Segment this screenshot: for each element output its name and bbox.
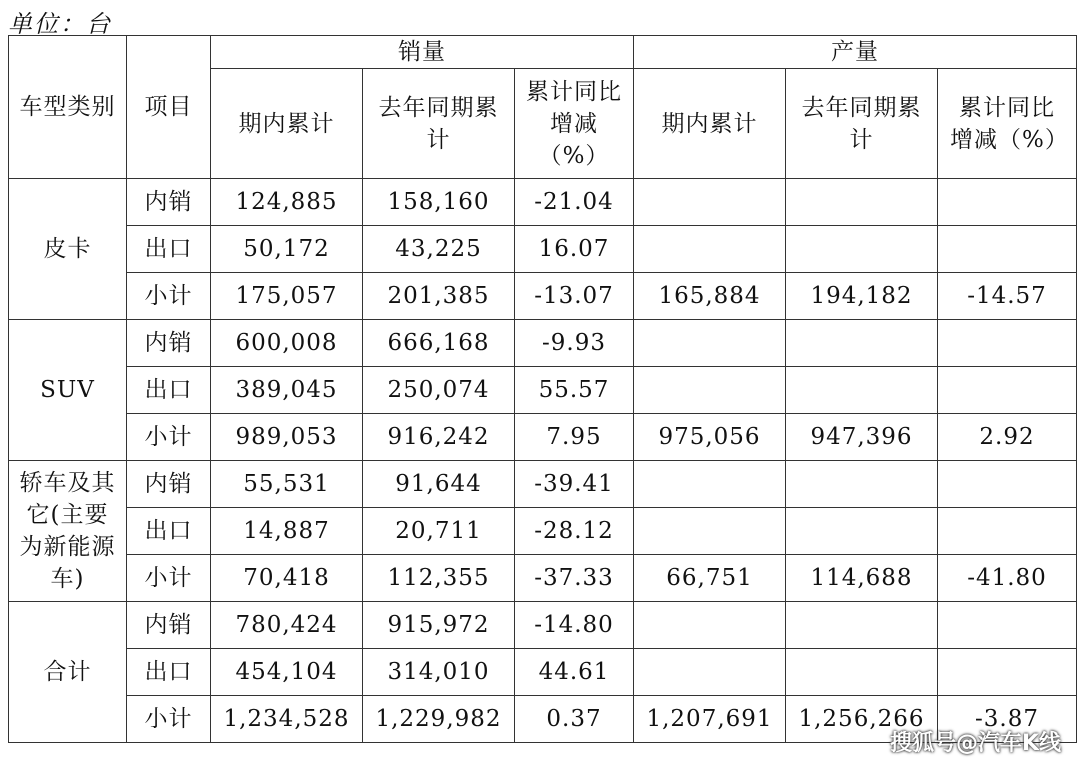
sales-period-cum-cell: 14,887 (211, 508, 363, 555)
table-row (9, 602, 1077, 649)
sales-last-year-cum-cell: 250,074 (363, 367, 515, 414)
item-cell: 小计 (127, 414, 211, 461)
sales-yoy-cell: 7.95 (515, 414, 634, 461)
production-yoy-cell (938, 320, 1077, 367)
sales-period-cum-cell: 70,418 (211, 555, 363, 602)
production-period-cum-cell (634, 461, 786, 508)
item-cell: 内销 (127, 602, 211, 649)
production-yoy-cell: -14.57 (938, 273, 1077, 320)
production-period-cum-cell: 1,207,691 (634, 696, 786, 743)
sales-period-cum-cell: 50,172 (211, 226, 363, 273)
sales-last-year-cum-cell: 915,972 (363, 602, 515, 649)
production-yoy-cell (938, 367, 1077, 414)
item-cell: 出口 (127, 508, 211, 555)
header-production-last-year-cum: 去年同期累计 (786, 69, 938, 179)
sales-last-year-cum-cell: 158,160 (363, 179, 515, 226)
sales-period-cum-cell: 989,053 (211, 414, 363, 461)
sales-yoy-cell: -14.80 (515, 602, 634, 649)
production-last-year-cum-cell (786, 179, 938, 226)
sales-last-year-cum-cell: 1,229,982 (363, 696, 515, 743)
production-last-year-cum-cell (786, 320, 938, 367)
sales-last-year-cum-cell: 916,242 (363, 414, 515, 461)
production-last-year-cum-cell (786, 602, 938, 649)
sales-yoy-cell: -13.07 (515, 273, 634, 320)
sales-last-year-cum-cell: 314,010 (363, 649, 515, 696)
sales-last-year-cum-cell: 666,168 (363, 320, 515, 367)
sales-last-year-cum-cell: 91,644 (363, 461, 515, 508)
production-last-year-cum-cell: 1,256,266 (786, 696, 938, 743)
item-cell: 内销 (127, 320, 211, 367)
production-yoy-cell (938, 508, 1077, 555)
production-yoy-cell: -41.80 (938, 555, 1077, 602)
item-cell: 内销 (127, 461, 211, 508)
production-period-cum-cell (634, 320, 786, 367)
production-yoy-cell (938, 461, 1077, 508)
production-period-cum-cell (634, 649, 786, 696)
production-yoy-cell (938, 179, 1077, 226)
header-production-yoy: 累计同比增减（%） (938, 69, 1077, 179)
sales-last-year-cum-cell: 20,711 (363, 508, 515, 555)
production-last-year-cum-cell (786, 508, 938, 555)
sales-yoy-cell: -9.93 (515, 320, 634, 367)
table-row (9, 273, 1077, 320)
production-period-cum-cell: 165,884 (634, 273, 786, 320)
table-row (9, 461, 1077, 508)
production-period-cum-cell (634, 602, 786, 649)
header-sales-yoy: 累计同比增减（%） (515, 69, 634, 179)
header-sales: 销量 (211, 36, 634, 69)
item-cell: 内销 (127, 179, 211, 226)
sales-yoy-cell: -39.41 (515, 461, 634, 508)
production-period-cum-cell (634, 367, 786, 414)
sales-last-year-cum-cell: 43,225 (363, 226, 515, 273)
unit-label: 单位：台 (8, 10, 112, 38)
table-row (9, 649, 1077, 696)
sales-period-cum-cell: 1,234,528 (211, 696, 363, 743)
production-last-year-cum-cell (786, 226, 938, 273)
item-cell: 小计 (127, 696, 211, 743)
sales-yoy-cell: 44.61 (515, 649, 634, 696)
production-last-year-cum-cell: 947,396 (786, 414, 938, 461)
sales-period-cum-cell: 124,885 (211, 179, 363, 226)
sales-period-cum-cell: 175,057 (211, 273, 363, 320)
sales-yoy-cell: 55.57 (515, 367, 634, 414)
table-row (9, 226, 1077, 273)
sales-period-cum-cell: 454,104 (211, 649, 363, 696)
header-vehicle-type: 车型类别 (9, 36, 127, 179)
sales-last-year-cum-cell: 201,385 (363, 273, 515, 320)
production-period-cum-cell (634, 226, 786, 273)
table-row (9, 508, 1077, 555)
production-last-year-cum-cell (786, 461, 938, 508)
sales-period-cum-cell: 780,424 (211, 602, 363, 649)
production-period-cum-cell: 66,751 (634, 555, 786, 602)
production-yoy-cell: -3.87 (938, 696, 1077, 743)
production-period-cum-cell (634, 179, 786, 226)
table-row (9, 179, 1077, 226)
table-row (9, 320, 1077, 367)
table-row (9, 555, 1077, 602)
item-cell: 小计 (127, 555, 211, 602)
item-cell: 出口 (127, 367, 211, 414)
production-last-year-cum-cell: 114,688 (786, 555, 938, 602)
item-cell: 出口 (127, 226, 211, 273)
vehicle-type-cell: 轿车及其它(主要为新能源车) (9, 461, 127, 602)
header-production-period-cum: 期内累计 (634, 69, 786, 179)
sales-yoy-cell: 16.07 (515, 226, 634, 273)
sales-yoy-cell: -21.04 (515, 179, 634, 226)
production-yoy-cell: 2.92 (938, 414, 1077, 461)
sales-yoy-cell: -28.12 (515, 508, 634, 555)
header-sales-last-year-cum: 去年同期累计 (363, 69, 515, 179)
sales-yoy-cell: 0.37 (515, 696, 634, 743)
production-yoy-cell (938, 602, 1077, 649)
header-item: 项目 (127, 36, 211, 179)
vehicle-type-cell: 皮卡 (9, 179, 127, 320)
sales-yoy-cell: -37.33 (515, 555, 634, 602)
sales-period-cum-cell: 55,531 (211, 461, 363, 508)
production-period-cum-cell (634, 508, 786, 555)
production-period-cum-cell: 975,056 (634, 414, 786, 461)
item-cell: 小计 (127, 273, 211, 320)
table-row (9, 367, 1077, 414)
vehicle-type-cell: 合计 (9, 602, 127, 743)
vehicle-type-cell: SUV (9, 320, 127, 461)
production-last-year-cum-cell (786, 649, 938, 696)
production-yoy-cell (938, 226, 1077, 273)
sales-period-cum-cell: 600,008 (211, 320, 363, 367)
production-last-year-cum-cell: 194,182 (786, 273, 938, 320)
sales-last-year-cum-cell: 112,355 (363, 555, 515, 602)
sales-period-cum-cell: 389,045 (211, 367, 363, 414)
production-yoy-cell (938, 649, 1077, 696)
sales-production-table (8, 35, 1077, 743)
header-sales-period-cum: 期内累计 (211, 69, 363, 179)
item-cell: 出口 (127, 649, 211, 696)
watermark-text: 搜狐号@汽车K线 (890, 731, 1062, 756)
header-production: 产量 (634, 36, 1077, 69)
table-row (9, 414, 1077, 461)
production-last-year-cum-cell (786, 367, 938, 414)
